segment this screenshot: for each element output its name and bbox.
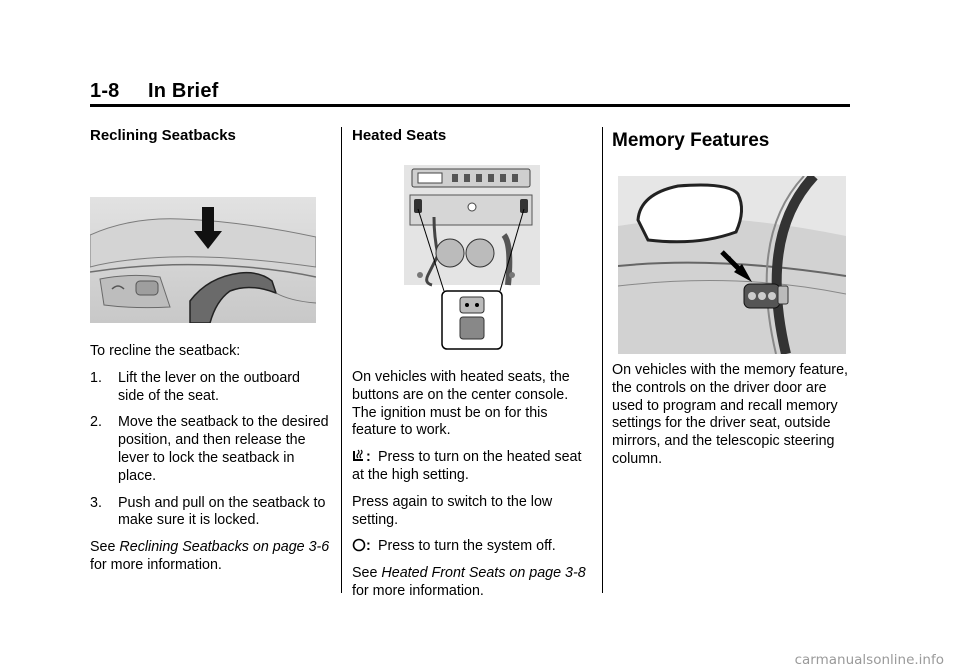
header-rule bbox=[90, 104, 850, 107]
seat-lever-illustration bbox=[90, 197, 316, 323]
column-reclining-seatbacks bbox=[90, 127, 330, 584]
center-console-illustration bbox=[372, 165, 572, 357]
section-heading: Heated Seats bbox=[352, 127, 447, 144]
heated-on-description: : Press to turn on the heated seat at the high setting. bbox=[352, 449, 582, 483]
column-heated-seats bbox=[352, 127, 592, 610]
chapter-title: In Brief bbox=[148, 80, 219, 102]
column-divider-2 bbox=[602, 127, 603, 593]
body-paragraph: Press again to switch to the low setting. bbox=[352, 493, 553, 528]
column-memory-features bbox=[612, 127, 852, 478]
see-reference: See Heated Front Seats on page 3-8 for more information. bbox=[352, 565, 586, 599]
see-reference: See Reclining Seatbacks on page 3-6 for more information. bbox=[90, 539, 330, 573]
off-circle-icon: : bbox=[352, 538, 378, 556]
list-item: 3. Push and pull on the seatback to make sure it is locked. bbox=[90, 494, 326, 529]
steps-list bbox=[90, 370, 330, 530]
list-item: 1. Lift the lever on the outboard side of the seat. bbox=[90, 369, 301, 404]
heated-seat-icon: : bbox=[352, 449, 378, 467]
section-heading: Memory Features bbox=[612, 130, 770, 151]
cross-reference-link[interactable]: Heated Front Seats on page 3-8 bbox=[381, 565, 586, 582]
intro-text: To recline the seatback: bbox=[90, 343, 241, 359]
door-memory-controls-illustration bbox=[618, 176, 846, 354]
page-number: 1-8 bbox=[90, 80, 120, 102]
watermark: carmanualsonline.info bbox=[794, 652, 944, 668]
body-paragraph: On vehicles with heated seats, the buttons are on the center console. The ignition must be on for this feature to work. bbox=[352, 369, 570, 439]
cross-reference-link[interactable]: Reclining Seatbacks on page 3-6 bbox=[119, 539, 330, 556]
column-divider-1 bbox=[341, 127, 342, 593]
body-paragraph: On vehicles with the memory feature, the controls on the driver door are used to program and recall memory settings for the driver seat, outside mirrors, and the telescopic steering column. bbox=[612, 362, 848, 467]
section-heading: Reclining Seatbacks bbox=[90, 127, 236, 144]
off-description: : Press to turn the system off. bbox=[352, 538, 592, 556]
list-item: 2. Move the seatback to the desired position, and then release the lever to lock the seatback in place. bbox=[90, 414, 329, 484]
page-header bbox=[90, 80, 219, 103]
